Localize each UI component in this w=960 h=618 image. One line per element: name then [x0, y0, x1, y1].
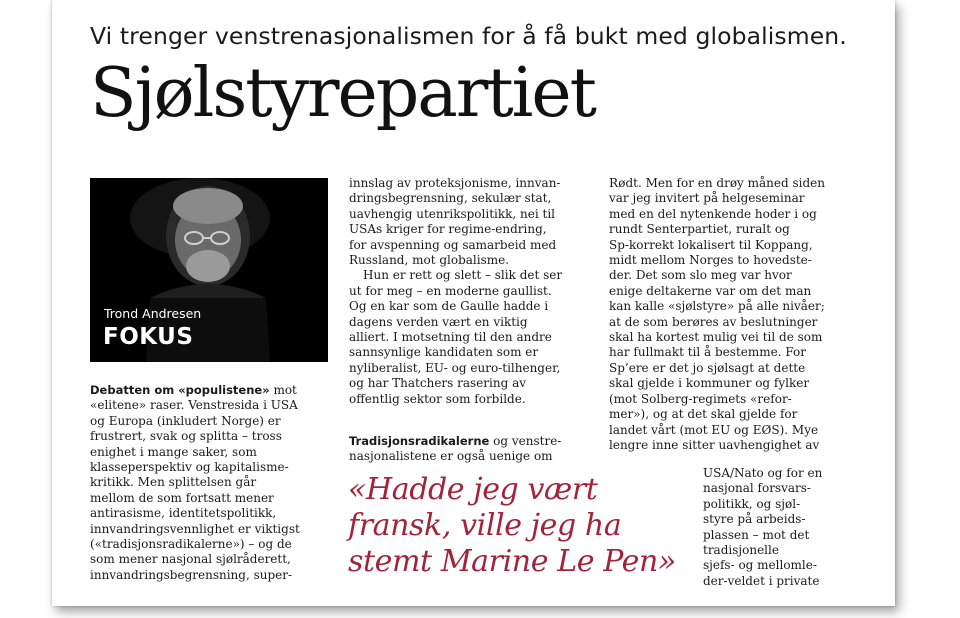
paragraph-lead: Tradisjonsradikalerne	[349, 434, 490, 448]
body-line: styre på arbeids-	[703, 512, 806, 527]
body-line: skal gjelde i kommuner og fylker	[609, 376, 810, 391]
body-line: som mener nasjonal sjølråderett,	[90, 552, 291, 567]
paragraph-lead-line: Tradisjonsradikalerne og venstre-	[349, 434, 562, 448]
body-line: («tradisjonsradikalerne») – og de	[90, 537, 292, 552]
body-line: innvandringsbegrensning, super-	[90, 567, 293, 582]
body-line: dagens verden vært en viktig	[349, 314, 528, 329]
newspaper-clipping	[52, 0, 895, 606]
rubric-label: FOKUS	[103, 324, 194, 350]
paragraph-lead-line: Debatten om «populistene» mot	[90, 383, 297, 397]
body-line: Sp-korrekt lokalisert til Koppang,	[609, 237, 813, 252]
body-line: offentlig sektor som forbilde.	[349, 391, 526, 406]
body-line: ut for meg – en moderne gaullist.	[349, 283, 552, 298]
body-line: Russland, mot globalisme.	[349, 253, 510, 268]
text-column-3-wrap	[703, 466, 863, 589]
body-line: frustrert, svak og splitta – tross	[90, 429, 282, 444]
body-line: sjefs- og mellomle-	[703, 558, 817, 573]
body-line: Sp’ere er det jo sjølsagt at dette	[609, 360, 806, 375]
body-line: mer»), og at det skal gjelde for	[609, 407, 798, 422]
body-line: nyliberalist, EU- og euro-tilhenger,	[349, 360, 561, 375]
body-line: (mot Solberg-regimets «refor-	[609, 391, 792, 406]
text-column-2	[349, 176, 585, 407]
body-line: landet vårt (mot EU og EØS). Mye	[609, 422, 819, 437]
body-line: for avspenning og samarbeid med	[349, 237, 557, 252]
body-line: tradisjonelle	[703, 543, 779, 558]
author-photo-box	[90, 178, 328, 362]
author-byline: Trond Andresen	[104, 306, 202, 321]
body-line: Hun er rett og slett – slik det ser	[363, 268, 563, 283]
body-line: og Europa (inkludert Norge) er	[90, 413, 281, 428]
body-line: har fullmakt til å bestemme. For	[609, 345, 806, 360]
body-line: alliert. I motsetning til den andre	[349, 330, 552, 345]
body-line: «elitene» raser. Venstresida i USA	[90, 398, 298, 413]
body-line: der. Det som slo meg var hvor	[609, 268, 792, 283]
body-line: enige deltakerne var om det man	[609, 283, 812, 298]
body-line: Rødt. Men for en drøy måned siden	[609, 176, 826, 190]
body-line: at de som berøres av beslutninger	[609, 314, 818, 329]
body-line: kan kalle «sjølstyre» på alle nivåer;	[609, 299, 825, 314]
body-line: og har Thatchers rasering av	[349, 376, 527, 391]
text-column-2-lower	[349, 434, 585, 465]
body-line: sannsynlige kandidaten som er	[349, 345, 539, 360]
body-line: USAs kriger for regime-endring,	[349, 222, 547, 237]
body-line: var jeg invitert på helgeseminar	[609, 191, 805, 206]
body-line: politikk, og sjøl-	[703, 496, 801, 511]
body-line: der-veldet i private	[703, 573, 820, 588]
pull-quote-line: «Hadde jeg vært	[348, 472, 598, 507]
body-line: nasjonal forsvars-	[703, 481, 811, 496]
body-line: med en del nytenkende hoder i og	[609, 206, 817, 221]
body-line: kritikk. Men splittelsen går	[90, 475, 257, 490]
article-subtitle: Vi trenger venstrenasjonalismen for å få bukt med globalismen.	[90, 22, 847, 50]
text-column-3	[609, 176, 855, 453]
body-line: mellom de som fortsatt mener	[90, 490, 274, 505]
body-line: skal ha kortest mulig vei til de som	[609, 330, 823, 345]
body-line: uavhengig utenrikspolitikk, nei til	[349, 206, 556, 221]
body-line: klasseperspektiv og kapitalisme-	[90, 460, 289, 475]
text-column-1	[90, 383, 326, 583]
body-line: dringsbegrensning, sekulær stat,	[349, 191, 552, 206]
body-line: innvandringsvennlighet er viktigst	[90, 521, 300, 536]
body-line: USA/Nato og for en	[703, 466, 823, 480]
body-line: midt mellom Norges to hovedste-	[609, 253, 812, 268]
pull-quote	[348, 472, 696, 580]
body-line: nasjonalistene er også uenige om	[349, 449, 553, 464]
body-line: innslag av proteksjonisme, innvan-	[349, 176, 561, 190]
body-line: enighet i mange saker, som	[90, 444, 257, 459]
body-line: Og en kar som de Gaulle hadde i	[349, 299, 549, 314]
body-line: plassen – mot det	[703, 527, 810, 542]
body-line: rundt Senterpartiet, ruralt og	[609, 222, 790, 237]
body-line: antirasisme, identitetspolitikk,	[90, 506, 277, 521]
pull-quote-line: stemt Marine Le Pen»	[348, 544, 676, 579]
paragraph-lead: Debatten om «populistene»	[90, 383, 270, 397]
body-line: lengre inne sitter uavhengighet av	[609, 437, 820, 452]
pull-quote-line: fransk, ville jeg ha	[348, 508, 622, 543]
article-headline: Sjølstyrepartiet	[90, 54, 595, 133]
